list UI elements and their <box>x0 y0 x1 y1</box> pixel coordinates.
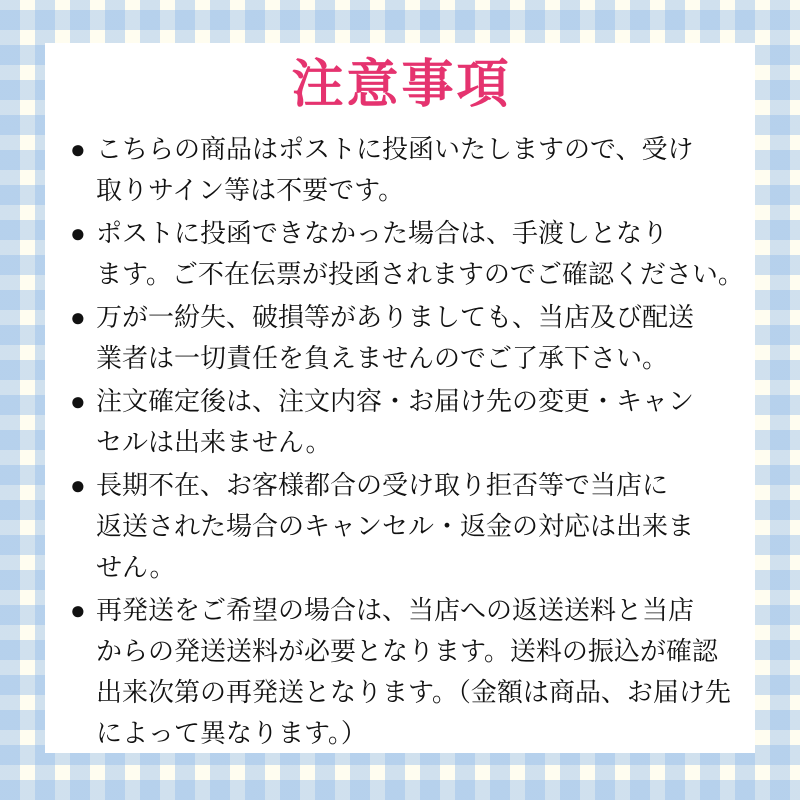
notice-line: ます。ご不在伝票が投函されますのでご確認ください。 <box>96 258 744 289</box>
notice-line: 万が一紛失、破損等がありましても、当店及び配送 <box>96 301 695 332</box>
notice-line: セルは出来ません。 <box>96 426 332 457</box>
bullet-icon: ● <box>70 594 86 625</box>
notice-line: 取りサイン等は不要です。 <box>96 174 405 205</box>
notice-line: ポストに投函できなかった場合は、手渡しとなり <box>96 217 669 248</box>
notice-line: 注文確定後は、注文内容・お届け先の変更・キャン <box>96 385 695 416</box>
notice-line: せん。 <box>96 551 176 582</box>
bullet-icon: ● <box>70 469 86 500</box>
notice-line: こちらの商品はポストに投函いたしますので、受け <box>96 133 694 164</box>
notice-panel <box>45 43 755 753</box>
notice-line: 業者は一切責任を負えませんのでご了承下さい。 <box>96 342 669 373</box>
notice-item-reshipping <box>70 590 733 754</box>
bullet-icon: ● <box>70 385 86 416</box>
bullet-icon: ● <box>70 301 86 332</box>
bullet-icon: ● <box>70 217 86 248</box>
notice-item-return-no-refund <box>70 465 733 588</box>
notice-item-no-liability <box>70 297 733 379</box>
notice-list <box>70 129 744 754</box>
notice-line: 長期不在、お客様都合の受け取り拒否等で当店に <box>96 469 669 500</box>
notice-line: からの発送送料が必要となります。送料の振込が確認 <box>96 635 718 666</box>
notice-item-post-delivery <box>70 129 733 211</box>
notice-item-no-cancellation <box>70 381 733 463</box>
page-title: 注意事項 <box>291 56 512 114</box>
notice-line: によって異なります。） <box>96 717 367 748</box>
notice-line: 出来次第の再発送となります。（金額は商品、お届け先 <box>96 676 731 707</box>
notice-line: 返送された場合のキャンセル・返金の対応は出来ま <box>96 510 695 541</box>
notice-item-hand-delivery <box>70 213 744 295</box>
bullet-icon: ● <box>70 133 86 164</box>
notice-line: 再発送をご希望の場合は、当店への返送送料と当店 <box>96 594 695 625</box>
